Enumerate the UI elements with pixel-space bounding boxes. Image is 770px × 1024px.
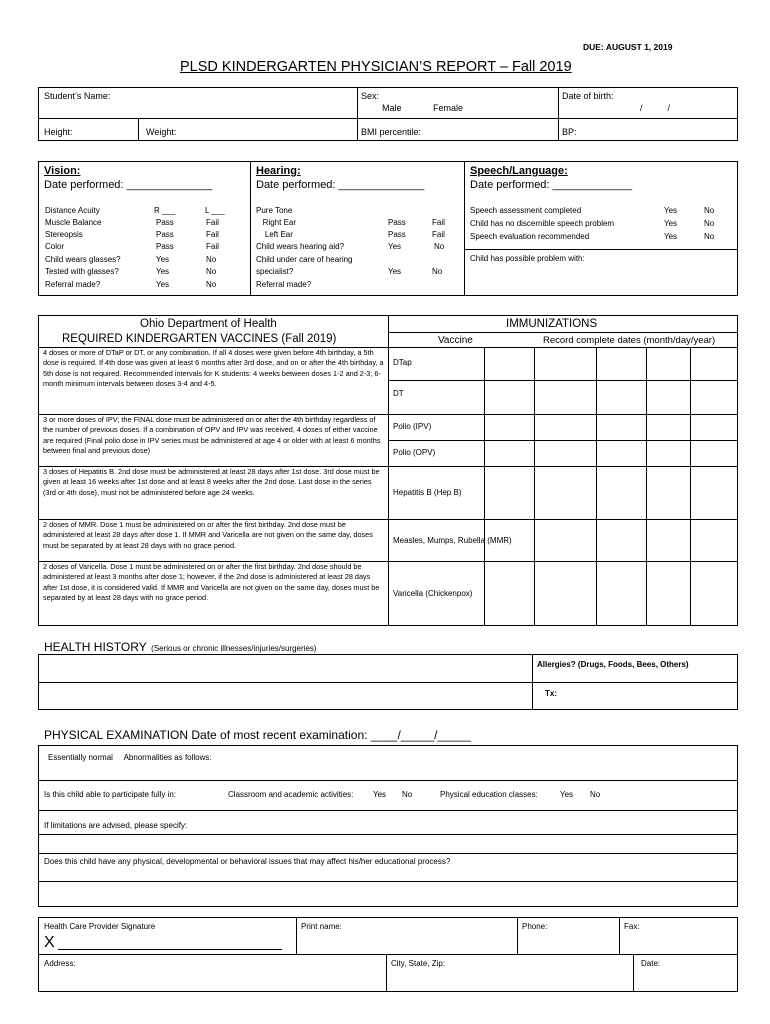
hearing-label: Pure Tone [256,206,293,215]
vision-option[interactable]: No [206,280,217,289]
physical-exam-title: PHYSICAL EXAMINATION Date of most recent examination: ____/_____/_____ [44,728,471,742]
sex-male-option[interactable]: Male [382,103,402,113]
vision-label: Muscle Balance [45,218,102,227]
issues-label: Does this child have any physical, developmental or behavioral issues that may affect his/her educational process? [44,857,451,866]
vaccine-name-varicella: Varicella (Chickenpox) [393,589,473,598]
speech-label: Speech assessment completed [470,206,582,215]
vision-label: Stereopsis [45,230,83,239]
vision-label: Tested with glasses? [45,267,119,276]
vision-option[interactable]: Pass [156,218,174,227]
weight-label: Weight: [146,127,177,137]
vaccine-column-header: Vaccine [438,335,473,346]
vision-option[interactable]: Pass [156,242,174,251]
bp-label: BP: [562,127,577,137]
vision-option[interactable]: No [206,255,217,264]
vision-option[interactable]: Fail [206,242,219,251]
hearing-label: Right Ear [256,218,297,227]
sex-female-option[interactable]: Female [433,103,464,113]
signature-line[interactable] [58,949,282,950]
classroom-no[interactable]: No [402,790,413,799]
vision-left-field[interactable]: L ___ [205,206,225,215]
vaccine-name-mmr: Measles, Mumps, Rubella (MMR) [393,536,512,545]
vaccine-name-opv: Polio (OPV) [393,448,436,457]
date-label: Date: [641,959,661,968]
hearing-title: Hearing: [256,165,301,177]
classroom-label: Classroom and academic activities: [228,790,354,799]
exam-normal-label: Essentially normal Abnormalities as follows: [48,753,212,762]
vision-label: Child wears glasses? [45,255,121,264]
health-history-subtitle: (Serious or chronic illnesses/injuries/surgeries) [151,644,317,653]
pe-yes[interactable]: Yes [560,790,574,799]
mmr-requirement: 2 doses of MMR. Dose 1 must be administered on or after the first birthday. 2nd dose must be administered at least 28 days after dose 1. If MMR and Varicella are not given on the same day, doses must be separated by at least 28 days with no grace period. [43,520,373,550]
varicella-requirement: 2 doses of Varicella. Dose 1 must be administered on or after the first birthday. 2nd dose should be administered at least 3 months after dose 1; however, if the 2nd dose is administered at least 28 days after 1st dose, it is considered valid. If MMR and Varicella are not given on the same day, doses must be separated by at least 28 days with no grace period. [43,562,380,602]
classroom-yes[interactable]: Yes [373,790,387,799]
vision-label: Referral made? [45,280,101,289]
city-state-zip-label: City, State, Zip: [391,959,446,968]
vision-option[interactable]: Fail [206,218,219,227]
hearing-option[interactable]: No [432,267,443,276]
print-name-label: Print name: [301,922,342,931]
sex-label: Sex: [361,91,380,101]
tx-label: Tx: [545,689,557,698]
vaccine-name-ipv: Polio (IPV) [393,422,432,431]
speech-title: Speech/Language: [470,165,568,177]
speech-label: Speech evaluation recommended [470,232,590,241]
phone-label: Phone: [522,922,548,931]
signature-x-mark: X [44,934,55,951]
dates-column-header: Record complete dates (month/day/year) [543,335,716,346]
odh-heading: Ohio Department of Health [140,318,277,330]
vaccine-name-dt: DT [393,389,404,398]
allergies-label: Allergies? (Drugs, Foods, Bees, Others) [537,660,689,669]
hearing-option[interactable]: Pass [388,218,406,227]
speech-option[interactable]: Yes [664,219,678,228]
pe-no[interactable]: No [590,790,601,799]
health-history-title: HEALTH HISTORY [44,640,147,654]
polio-requirement: 3 or more doses of IPV; the FINAL dose must be administered on or after the 4th birthday regardless of the number of previous doses. If a combination of OPV and IPV was received, 4 doses of either vaccine are required (Final polio dose in IPV series must be administered at age 4 or older with at least 6 months between final and previous dose) [43,415,381,455]
fax-label: Fax: [624,922,640,931]
hearing-label: specialist? [256,267,294,276]
hearing-option[interactable]: Yes [388,267,402,276]
hearing-option[interactable]: Fail [432,230,445,239]
speech-option[interactable]: Yes [664,232,678,241]
vision-date: Date performed: ______________ [44,179,213,191]
dob-field[interactable]: / / [640,103,671,113]
dtap-requirement: 4 doses or more of DTaP or DT, or any combination. If all 4 doses were given before 4th birthday, a 5th dose is required. If 4th dose was given at least 6 months after 3rd dose, and on or after the 4th birthday, a 5th dose is not required. Recommended intervals for K students: 4 weeks between doses 1-2 and 2-3; 6-month minimum intervals between doses 3-4 and 4-5. [43,348,384,388]
vaccine-name-hepb: Hepatitis B (Hep B) [393,488,462,497]
hearing-option[interactable]: Pass [388,230,406,239]
hearing-option[interactable]: Yes [388,242,402,251]
address-label: Address: [44,959,76,968]
hepb-requirement: 3 doses of Hepatitis B. 2nd dose must be administered at least 28 days after 1st dose. 3rd dose must be given at least 16 weeks after 1st dose and at least 8 weeks after the 2nd dose. Last dose in the series (3rd or 4th dose), must not be administered before age 24 weeks. [43,467,380,497]
provider-signature-label: Health Care Provider Signature [44,922,156,931]
height-label: Height: [44,127,73,137]
immunizations-heading: IMMUNIZATIONS [506,318,598,330]
vision-option[interactable]: No [206,267,217,276]
vision-right-field[interactable]: R ___ [154,206,176,215]
bmi-label: BMI percentile: [361,127,422,137]
vision-option[interactable]: Yes [156,280,170,289]
limitations-label: If limitations are advised, please specify: [44,821,188,830]
hearing-option[interactable]: No [434,242,445,251]
speech-problem-label: Child has possible problem with: [470,254,585,263]
vision-option[interactable]: Yes [156,255,170,264]
hearing-option[interactable]: Fail [432,218,445,227]
speech-option[interactable]: No [704,206,715,215]
speech-label: Child has no discernible speech problem [470,219,615,228]
form-title: PLSD KINDERGARTEN PHYSICIAN’S REPORT – Fall 2019 [180,59,572,75]
participate-label: Is this child able to participate fully in: [44,790,177,799]
speech-date: Date performed: _____________ [470,179,633,191]
pe-label: Physical education classes: [440,790,538,799]
vision-title: Vision: [44,165,81,177]
vision-label: Distance Acuity [45,206,100,215]
due-date: DUE: AUGUST 1, 2019 [583,42,673,52]
hearing-label: Child under care of hearing [256,255,353,264]
speech-option[interactable]: No [704,219,715,228]
vision-option[interactable]: Yes [156,267,170,276]
student-name-label: Student’s Name: [44,91,111,101]
speech-option[interactable]: No [704,232,715,241]
vision-label: Color [45,242,65,251]
vision-option[interactable]: Pass [156,230,174,239]
required-vaccines-heading: REQUIRED KINDERGARTEN VACCINES (Fall 2019) [62,333,337,345]
speech-option[interactable]: Yes [664,206,678,215]
dob-label: Date of birth: [562,91,614,101]
vision-option[interactable]: Fail [206,230,219,239]
vaccine-name-dtap: DTap [393,358,412,367]
hearing-date: Date performed: ______________ [256,179,425,191]
hearing-label: Referral made? [256,280,312,289]
hearing-label: Left Ear [256,230,293,239]
hearing-label: Child wears hearing aid? [256,242,345,251]
